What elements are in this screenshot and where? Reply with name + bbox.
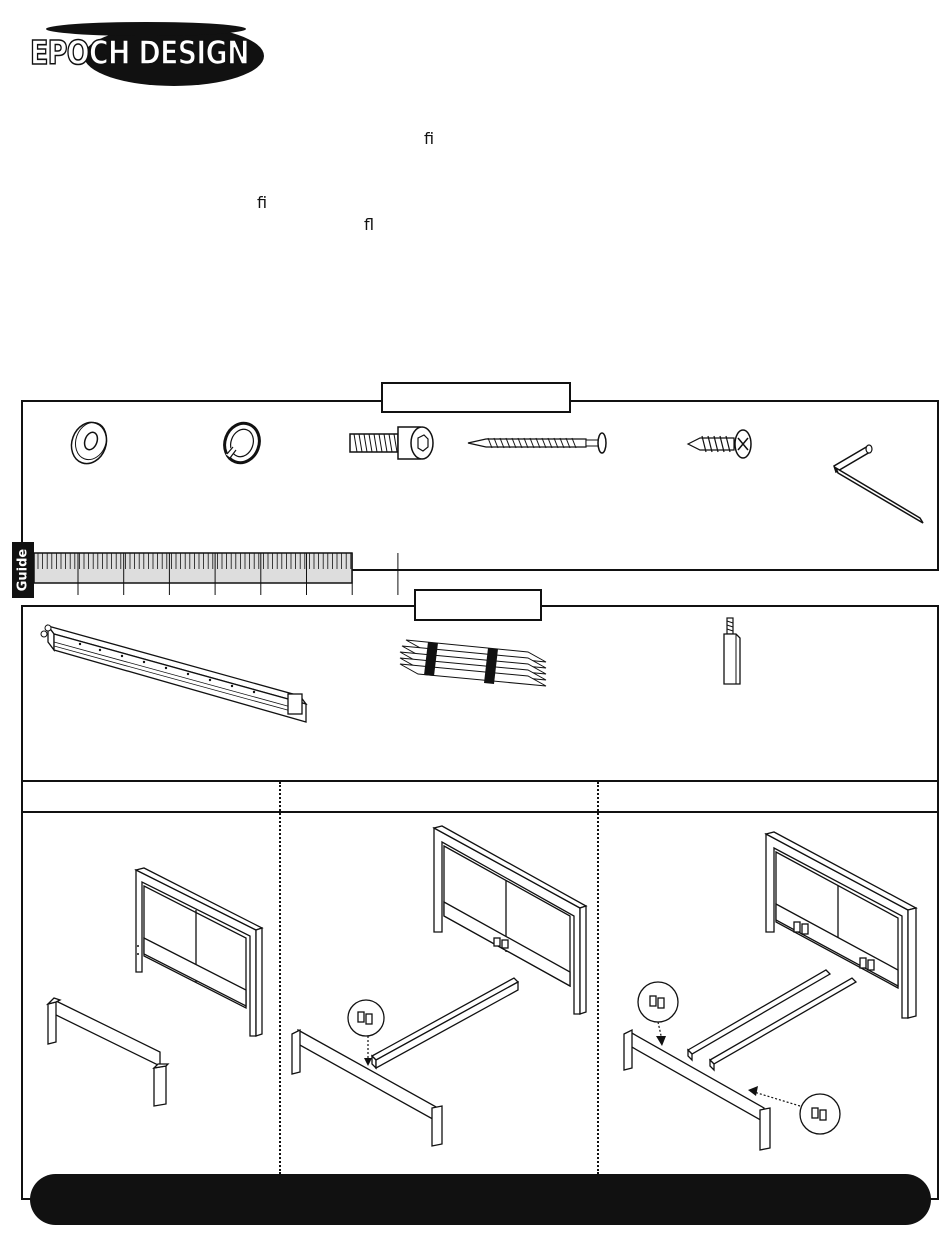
- step-band-bottom: [22, 811, 938, 813]
- allen-key-icon: [828, 440, 928, 526]
- hardware-panel: [21, 400, 939, 571]
- footer-banner: [30, 1174, 931, 1225]
- ligature-glyph: ﬂ: [364, 215, 375, 234]
- long-screw-icon: [466, 430, 610, 456]
- lock-washer-icon: [220, 420, 264, 466]
- step-divider: [597, 782, 599, 1174]
- allen-bolt-icon: [348, 424, 436, 462]
- center-leg-icon: [718, 616, 746, 688]
- ruler-guide: [34, 553, 356, 597]
- parts-section-label: [414, 589, 542, 621]
- step-band-top: [22, 780, 938, 782]
- guide-tab: Guide: [12, 542, 34, 598]
- ligature-glyph: ﬁ: [424, 129, 435, 148]
- step1-illustration: [40, 866, 270, 1112]
- flat-washer-icon: [68, 420, 110, 466]
- step-divider: [279, 782, 281, 1174]
- hardware-section-label: [381, 382, 571, 413]
- ligature-glyph: ﬁ: [257, 193, 268, 212]
- step2-illustration: [286, 824, 590, 1148]
- slat-bundle-icon: [398, 636, 550, 688]
- step3-illustration: [612, 828, 932, 1158]
- side-rail-icon: [40, 624, 312, 726]
- brand-logo: EPOCH DESIGN: [30, 33, 249, 72]
- short-screw-icon: [686, 426, 754, 462]
